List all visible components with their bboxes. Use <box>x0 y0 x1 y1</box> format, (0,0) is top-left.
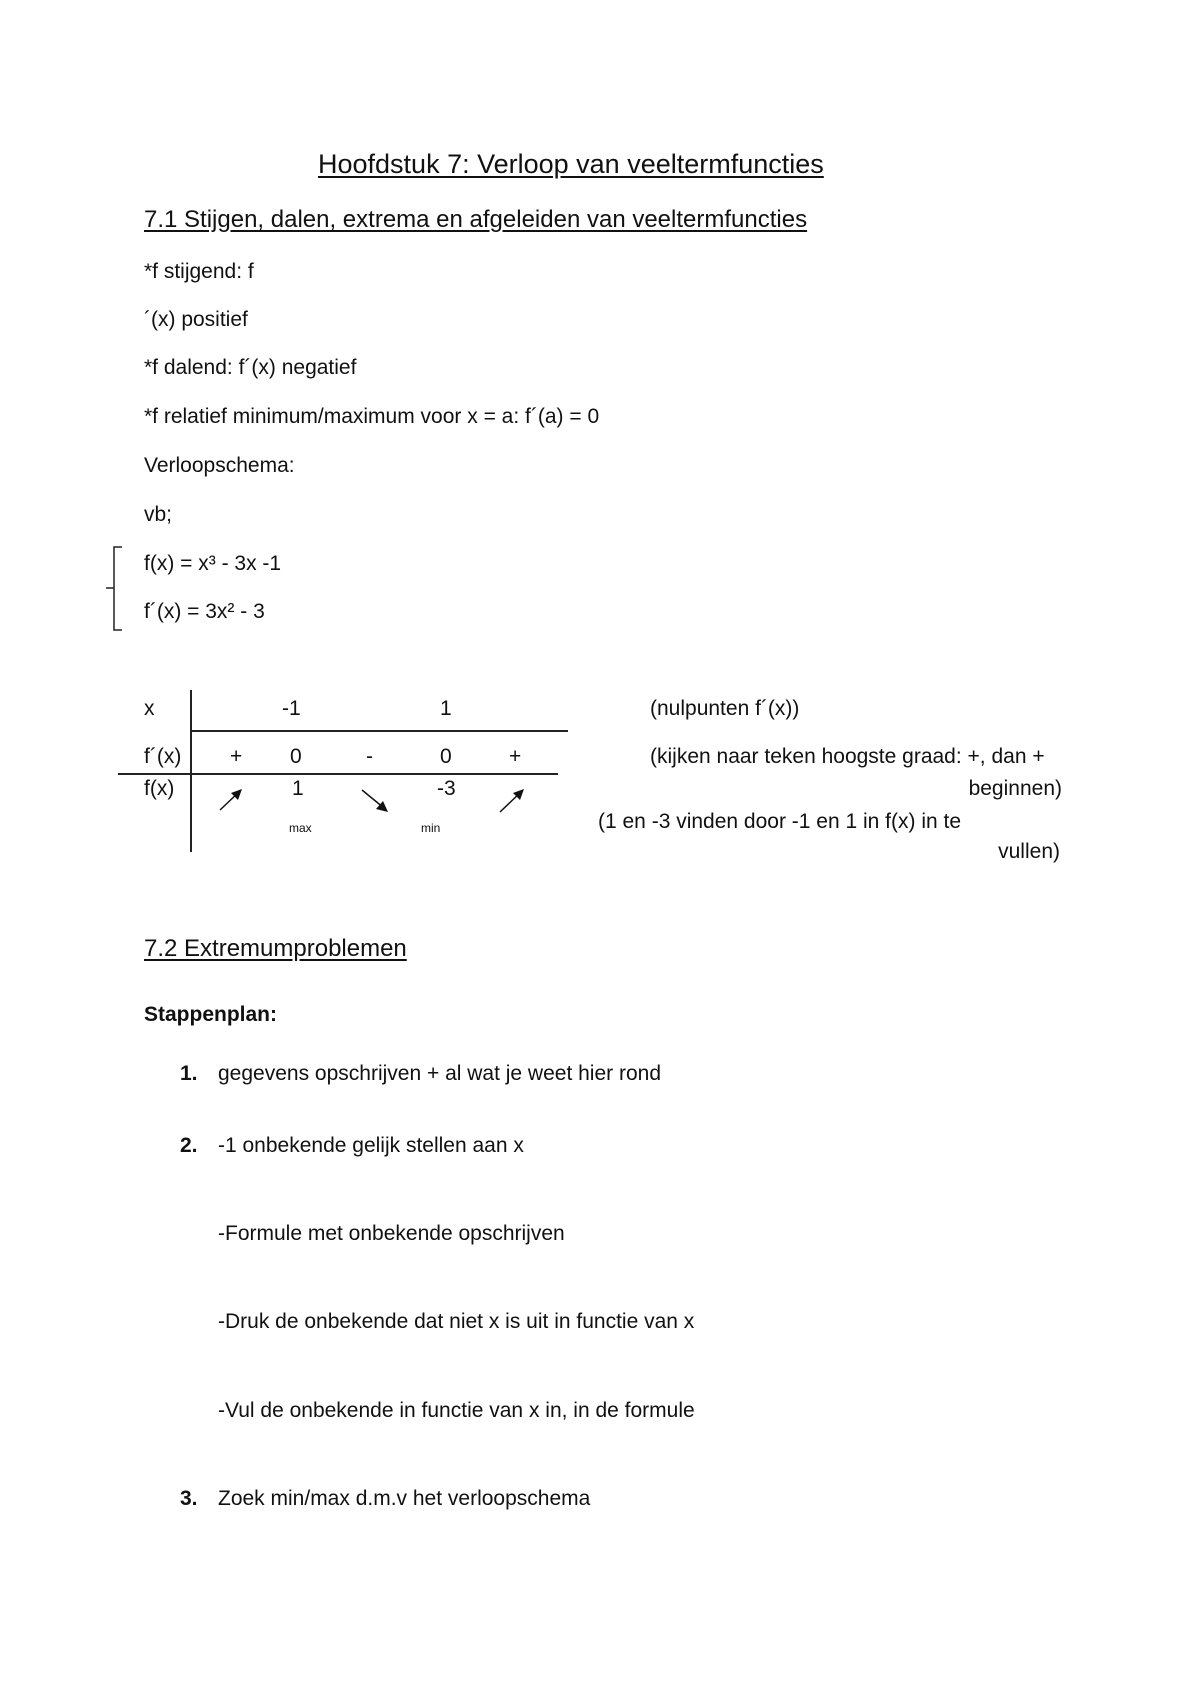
step-number: 3. <box>180 1487 198 1510</box>
vb-label: vb; <box>144 503 173 526</box>
line-extremum: *f relatief minimum/maximum voor x = a: f´(a) = 0 <box>144 405 600 428</box>
step-number: 1. <box>180 1062 198 1085</box>
table-line-fprime <box>118 773 558 775</box>
arrow-up-icon <box>498 788 526 814</box>
substep-text: -Druk de onbekende dat niet x is uit in functie van x <box>218 1310 695 1333</box>
section-heading-7-2: 7.2 Extremumproblemen <box>144 935 407 962</box>
note-vinden: (1 en -3 vinden door -1 en 1 in f(x) in te <box>598 810 962 833</box>
note-kijken-continued: beginnen) <box>968 777 1062 800</box>
f-note-max: max <box>289 821 312 835</box>
fprime-sign: 0 <box>440 745 452 768</box>
formula-f: f(x) = x³ - 3x -1 <box>144 552 282 575</box>
step-text: -1 onbekende gelijk stellen aan x <box>218 1134 524 1157</box>
line-stijgend: *f stijgend: f <box>144 260 254 283</box>
f-value: 1 <box>292 777 304 800</box>
step-text: gegevens opschrijven + al wat je weet hier rond <box>218 1062 662 1085</box>
verloopschema-label: Verloopschema: <box>144 454 295 477</box>
substep-text: -Formule met onbekende opschrijven <box>218 1222 565 1245</box>
table-line-x <box>190 730 568 732</box>
line-dalend: *f dalend: f´(x) negatief <box>144 356 357 379</box>
note-vinden-continued: vullen) <box>998 840 1060 863</box>
row-x-label: x <box>144 697 155 720</box>
f-value: -3 <box>437 777 456 800</box>
fprime-sign: 0 <box>290 745 302 768</box>
fprime-sign: + <box>509 745 522 768</box>
row-f-label: f(x) <box>144 777 175 800</box>
x-value: 1 <box>440 697 452 720</box>
fprime-sign: - <box>366 745 373 768</box>
step-number: 2. <box>180 1134 198 1157</box>
row-fprime-label: f´(x) <box>144 745 182 768</box>
arrow-up-icon <box>218 788 244 812</box>
line-stijgend-continued: ´(x) positief <box>144 308 248 331</box>
substep-text: -Vul de onbekende in functie van x in, in de formule <box>218 1399 695 1422</box>
fprime-sign: + <box>230 745 243 768</box>
note-kijken: (kijken naar teken hoogste graad: +, dan + <box>650 745 1045 768</box>
brace-bracket <box>104 546 124 632</box>
page-title: Hoofdstuk 7: Verloop van veeltermfuncties <box>318 149 824 179</box>
table-vertical-line <box>190 690 192 852</box>
arrow-down-icon <box>360 788 390 814</box>
section-heading-7-1: 7.1 Stijgen, dalen, extrema en afgeleiden van veeltermfuncties <box>144 206 808 233</box>
step-text: Zoek min/max d.m.v het verloopschema <box>218 1487 591 1510</box>
x-value: -1 <box>282 697 301 720</box>
formula-fprime: f´(x) = 3x² - 3 <box>144 600 265 623</box>
f-note-min: min <box>421 821 441 835</box>
stappenplan-label: Stappenplan: <box>144 1003 278 1026</box>
note-nulpunten: (nulpunten f´(x)) <box>650 697 800 720</box>
